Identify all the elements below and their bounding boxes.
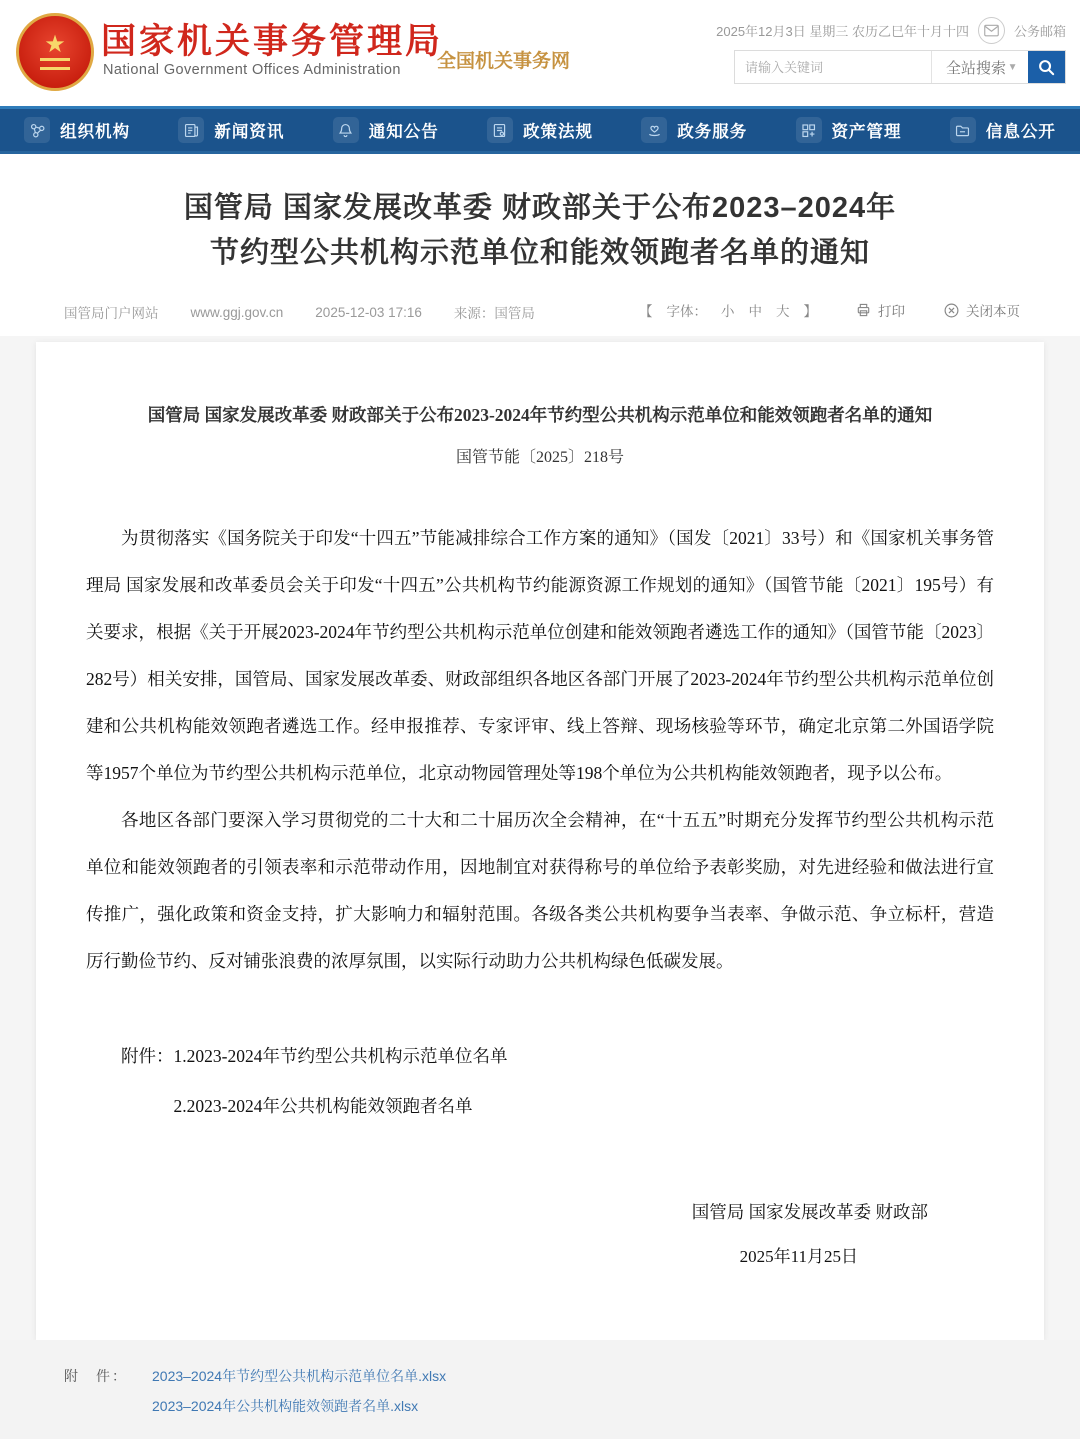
nav-label: 政务服务 [677,123,748,141]
bracket-close: 】 [803,304,817,319]
page-title-line2: 节约型公共机构示范单位和能效领跑者名单的通知 [209,237,870,269]
search-button[interactable] [1028,51,1065,83]
signature-agencies: 国管局 国家发展改革委 财政部 [691,1202,928,1222]
body-attachments [121,1031,994,1131]
document-title: 国管局 国家发展改革委 财政部关于公布2023-2024年节约型公共机构示范单位和能效领跑者名单的通知 [147,405,933,425]
meta-left [64,302,535,322]
close-label: 关闭本页 [966,304,1020,319]
document-card [36,342,1044,1340]
emblem-star-icon: ★ [44,31,66,58]
nav-item-assets[interactable] [771,109,925,151]
attachment-file-link-1[interactable]: 2023–2024年节约型公共机构示范单位名单.xlsx [152,1368,447,1384]
article-title-band [0,154,1080,290]
meta-datetime: 2025-12-03 17:16 [315,304,422,320]
nav-label: 新闻资讯 [214,123,285,141]
body-attachment-line [121,1031,994,1081]
main-nav [0,106,1080,154]
site-title-cn: 国家机关事务管理局 [101,22,444,61]
date-text: 2025年12月3日 星期三 农历乙巳年十月十四 [716,24,969,39]
emblem-gate-icon [40,58,70,70]
document-seal-icon [487,117,513,143]
meta-right [639,300,1020,320]
site-title-en: National Government Offices Administration [103,62,401,78]
nav-label: 资产管理 [831,123,902,141]
attachment-item-2: 2.2023-2024年公共机构能效领跑者名单 [173,1096,473,1116]
portal-name: 全国机关事务网 [437,51,571,72]
nav-item-disclosure[interactable] [926,109,1080,151]
font-size-control [639,300,817,320]
search-scope-select[interactable] [932,51,1028,83]
close-page-button[interactable] [943,300,1020,320]
service-heart-icon [641,117,667,143]
bracket-open: 【 [639,304,653,319]
site-header [0,0,1080,106]
meta-url: www.ggj.gov.cn [190,304,284,320]
meta-source: 来源：国管局 [453,306,535,321]
nav-item-policies[interactable] [463,109,617,151]
attachment-item-1: 1.2023-2024年节约型公共机构示范单位名单 [173,1046,508,1066]
font-large-button[interactable]: 大 [776,304,790,319]
nav-label: 通知公告 [368,123,439,141]
signature-date: 2025年11月25日 [739,1247,858,1266]
search-scope-label: 全站搜索 [946,59,1007,77]
national-emblem-logo [16,13,94,91]
nav-label: 政策法规 [522,123,593,141]
mail-icon[interactable] [978,17,1005,44]
search-input[interactable] [735,51,932,83]
page-title [0,186,1080,276]
print-button[interactable] [855,300,905,320]
nav-item-notices[interactable] [309,109,463,151]
body-attachment-line [121,1081,994,1131]
meta-source-site: 国管局门户网站 [64,306,159,321]
attachments-label: 附件： [121,1046,174,1066]
content-background [0,336,1080,1340]
article-meta-row [0,290,1080,336]
font-medium-button[interactable]: 中 [748,304,762,319]
nav-item-news[interactable] [154,109,308,151]
attachment-file-link-2[interactable]: 2023–2024年公共机构能效领跑者名单.xlsx [152,1398,419,1414]
page-title-line1: 国管局 国家发展改革委 财政部关于公布2023–2024年 [183,192,897,224]
header-date-row [716,17,1066,44]
footer-attachments [0,1340,1080,1439]
nav-label: 信息公开 [985,123,1056,141]
chevron-down-icon: ▼ [1007,61,1018,73]
asset-grid-icon [796,117,822,143]
newspaper-icon [178,117,204,143]
search-bar [734,50,1066,84]
font-small-button[interactable]: 小 [721,304,735,319]
info-folder-icon [950,117,976,143]
nav-item-services[interactable] [617,109,771,151]
body-paragraph: 为贯彻落实《国务院关于印发“十四五”节能减排综合工作方案的通知》（国发〔2021〕33号）和《国家机关事务管理局 国家发展和改革委员会关于印发“十四五”公共机构节约能源资源工作规划的通知》（国管节能〔2021〕195号）有关要求，根据《关于开展2023-2024年节约型公共机构示范单位创建和能效领跑者遴选工作的通知》（国管节能〔2023〕282号）相关安排，国管局、国家发展改革委、财政部组织各地区各部门开展了2023-2024年节约型公共机构示范单位创建和公共机构能效领跑者遴选工作。经申报推荐、专家评审、线上答辩、现场核验等环节，确定北京第二外国语学院等1957个单位为节约型公共机构示范单位，北京动物园管理处等198个单位为公共机构能效领跑者，现予以公布。 [86,528,994,783]
body-paragraph: 各地区各部门要深入学习贯彻党的二十大和二十届历次全会精神，在“十五五”时期充分发挥节约型公共机构示范单位和能效领跑者的引领表率和示范带动作用，因地制宜对获得称号的单位给予表彰奖励，对先进经验和做法进行宣传推广，强化政策和资金支持，扩大影响力和辐射范围。各级各类公共机构要争当表率、争做示范、争立标杆，营造厉行勤俭节约、反对铺张浪费的浓厚氛围，以实际行动助力公共机构绿色低碳发展。 [86,810,994,971]
nav-item-organization[interactable] [0,109,154,151]
bell-icon [333,117,359,143]
print-label: 打印 [878,304,905,319]
footer-attachments-label: 附 件： [64,1368,128,1384]
org-network-icon [24,117,50,143]
font-label: 字体： [666,304,707,319]
nav-label: 组织机构 [60,123,131,141]
footer-file-list [152,1361,446,1421]
mailbox-link[interactable]: 公务邮箱 [1013,24,1066,39]
document-number: 国管节能〔2025〕218号 [455,449,624,466]
